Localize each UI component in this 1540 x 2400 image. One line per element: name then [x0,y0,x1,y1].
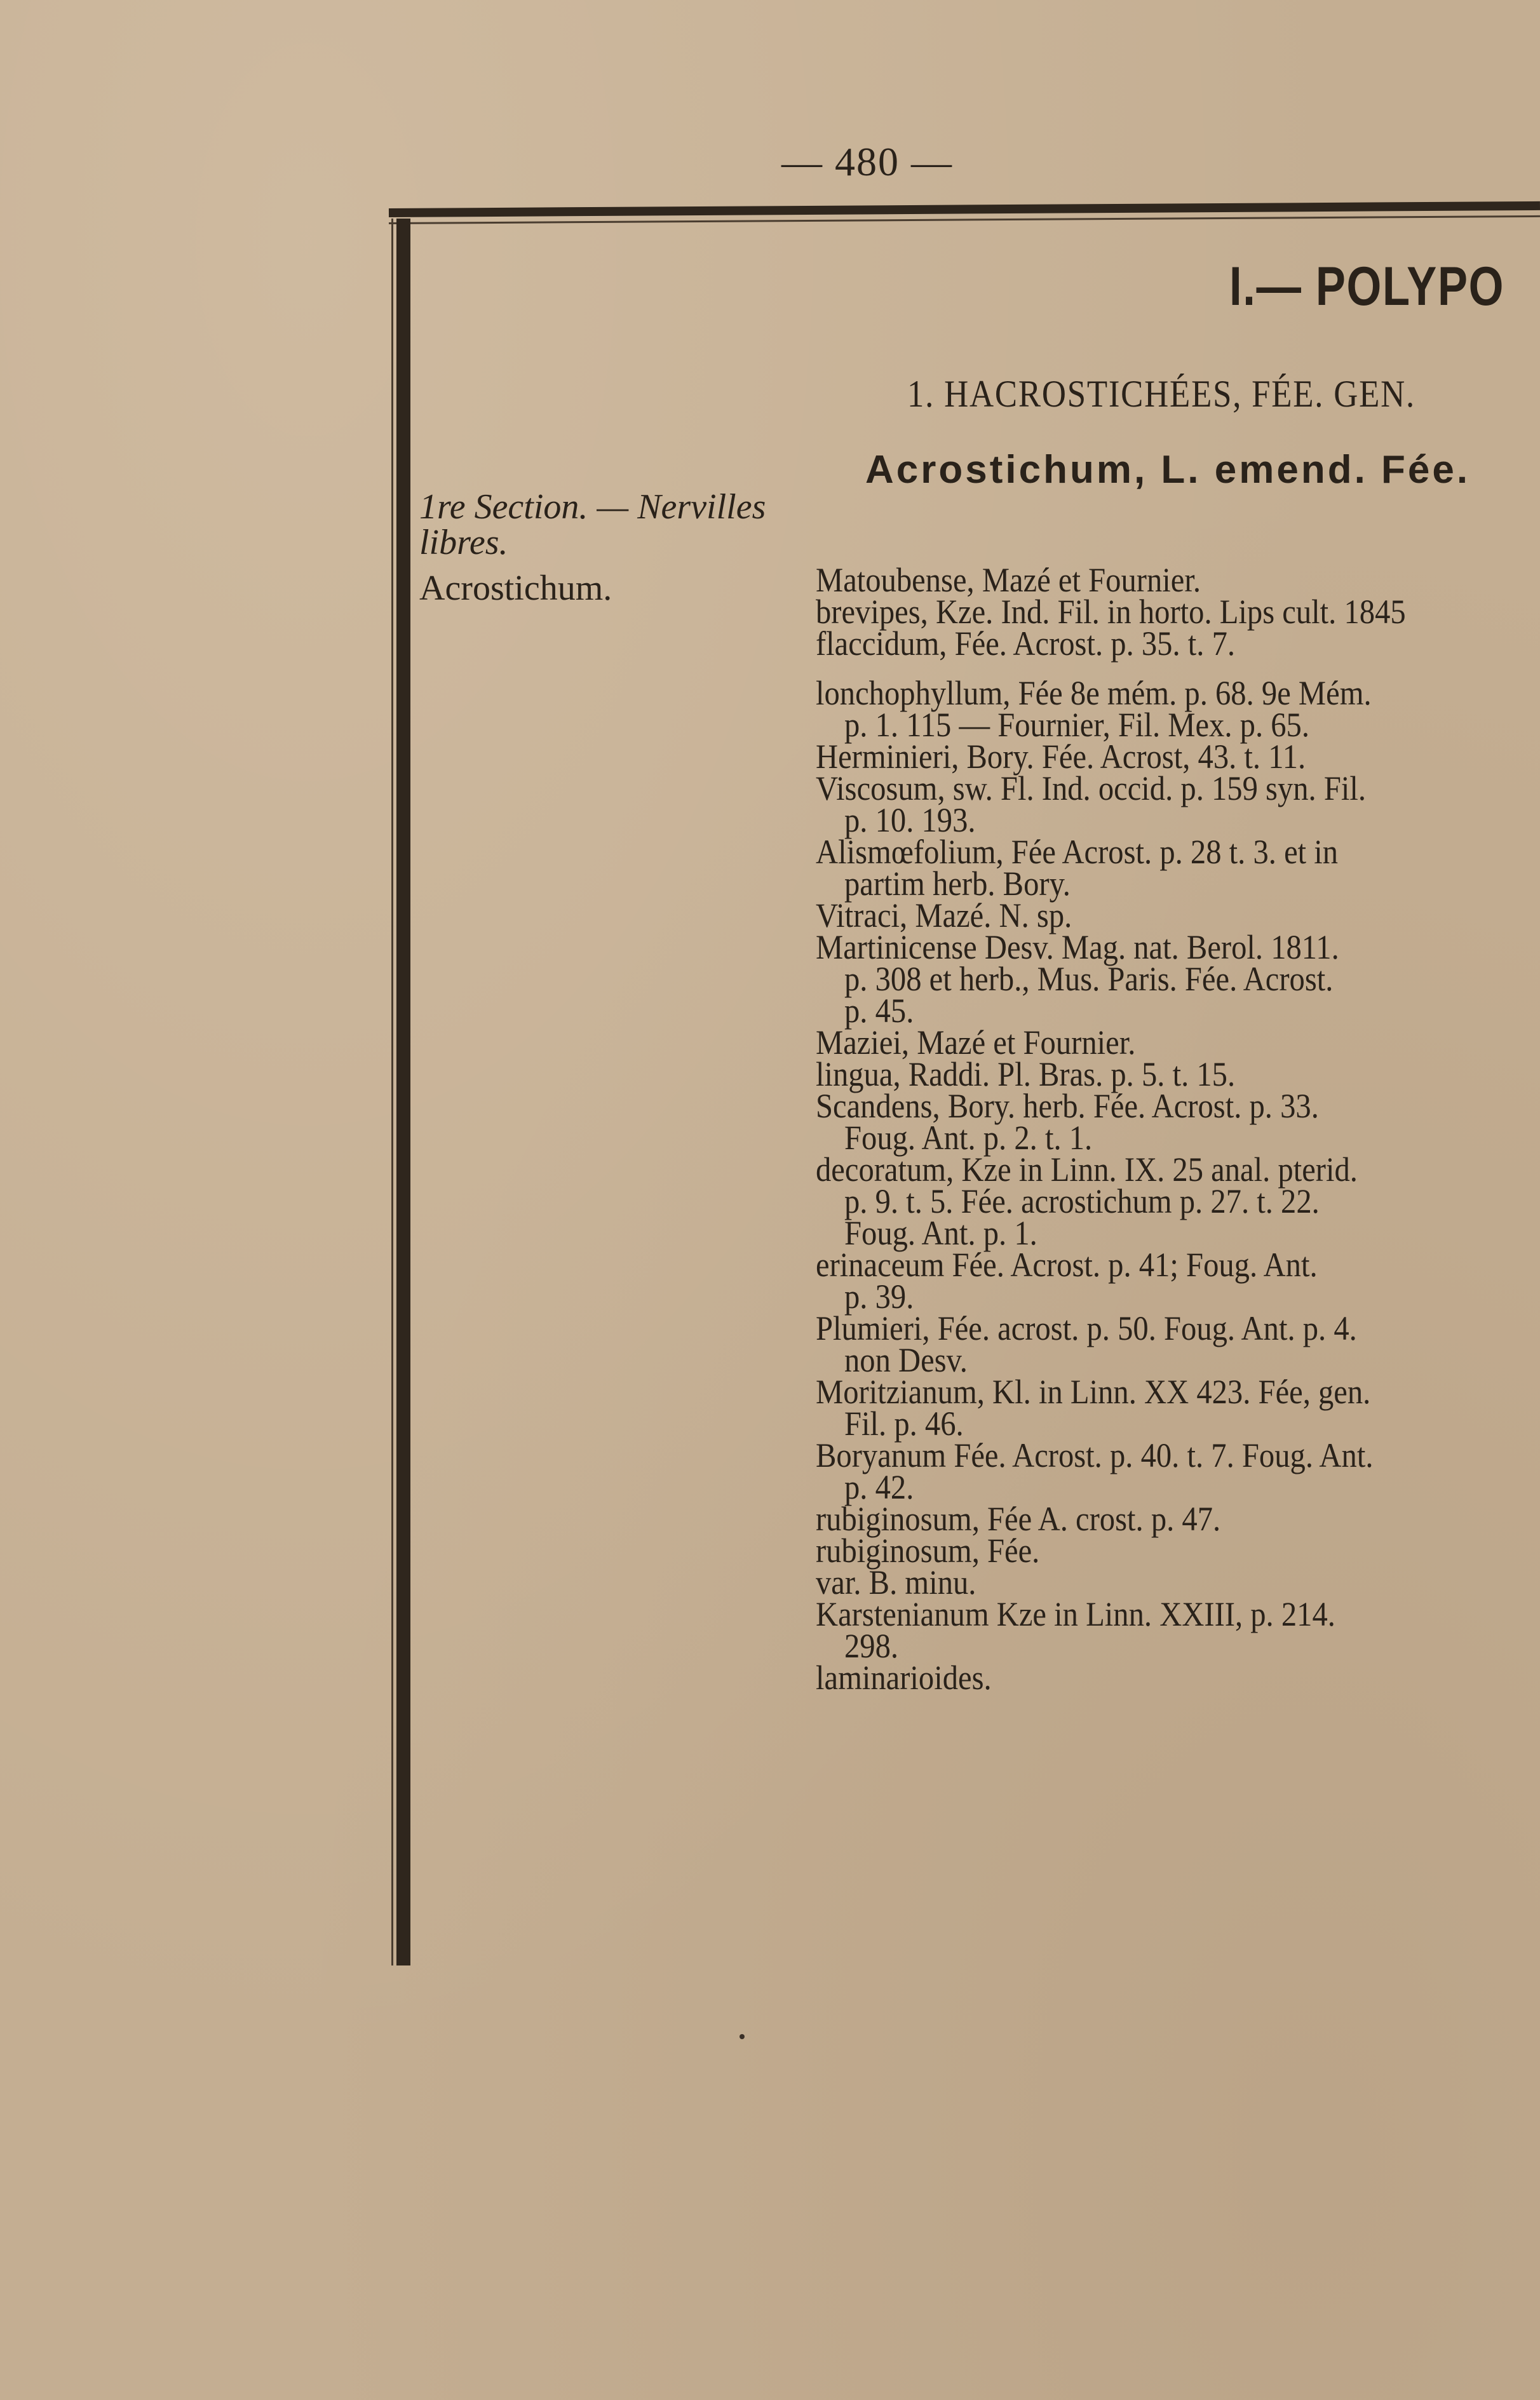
species-entry-continuation: Foug. Ant. p. 1. [844,1214,1037,1252]
species-entry-continuation: p. 10. 193. [844,801,976,839]
species-entry-continuation: non Desv. [844,1341,968,1379]
margin-note [419,489,766,606]
species-entry: erinaceum Fée. Acrost. p. 41; Foug. Ant. [816,1246,1318,1284]
species-entry: Maziei, Mazé et Fournier. [816,1023,1136,1062]
species-entry: Plumieri, Fée. acrost. p. 50. Foug. Ant. p. 4. [816,1309,1357,1347]
species-entry: Karstenianum Kze in Linn. XXIII, p. 214. [816,1595,1335,1633]
chapter-heading: I.— POLYPO [1229,256,1505,317]
species-entry: Boryanum Fée. Acrost. p. 40. t. 7. Foug. Ant. [816,1436,1374,1474]
species-entry-continuation: p. 308 et herb., Mus. Paris. Fée. Acrost. [844,960,1334,998]
margin-genus: Acrostichum. [419,569,612,608]
top-rule [389,201,1540,217]
ink-speck [740,2034,745,2039]
left-rule-thin [391,219,393,1965]
left-rule [396,219,410,1965]
species-entry-continuation: Foug. Ant. p. 2. t. 1. [844,1119,1093,1157]
species-entry-continuation: partim herb. Bory. [844,865,1071,903]
species-entry: rubiginosum, Fée. [816,1532,1040,1570]
species-entry-continuation: p. 1. 115 — Fournier, Fil. Mex. p. 65. [844,706,1309,744]
species-entry: var. B. minu. [816,1563,976,1601]
species-entry-continuation: p. 9. t. 5. Fée. acrostichum p. 27. t. 22. [844,1182,1320,1220]
species-entry: decoratum, Kze in Linn. IX. 25 anal. pterid. [816,1150,1358,1189]
species-entry: lonchophyllum, Fée 8e mém. p. 68. 9e Mém. [816,674,1372,712]
top-rule-thin [389,215,1540,224]
species-entry: Viscosum, sw. Fl. Ind. occid. p. 159 syn. Fil. [816,769,1367,807]
species-entry-continuation: Fil. p. 46. [844,1405,964,1443]
species-entry-continuation: p. 45. [844,992,914,1030]
species-list [816,561,1527,1697]
species-entry: lingua, Raddi. Pl. Bras. p. 5. t. 15. [816,1055,1236,1093]
species-entry: Matoubense, Mazé et Fournier. [816,561,1201,599]
section-label: 1re Section. — Nervilles [419,487,766,527]
species-entry: Vitraci, Mazé. N. sp. [816,896,1072,934]
species-entry: rubiginosum, Fée A. crost. p. 47. [816,1500,1221,1538]
species-entry: Moritzianum, Kl. in Linn. XX 423. Fée, gen. [816,1373,1371,1411]
species-entry: flaccidum, Fée. Acrost. p. 35. t. 7. [816,624,1236,663]
group-heading: 1. HACROSTICHÉES, FÉE. GEN. [907,373,1415,415]
genus-heading: Acrostichum, L. emend. Fée. [865,448,1471,492]
species-entry-continuation: p. 42. [844,1468,914,1506]
species-entry: Scandens, Bory. herb. Fée. Acrost. p. 33. [816,1087,1319,1125]
species-entry: Alismœfolium, Fée Acrost. p. 28 t. 3. et in [816,833,1339,871]
page-number: — 480 — [781,139,953,184]
species-entry-continuation: 298. [844,1627,899,1665]
species-entry-continuation: p. 39. [844,1278,914,1316]
species-entry: brevipes, Kze. Ind. Fil. in horto. Lips cult. 1845 [816,593,1406,631]
species-entry: Herminieri, Bory. Fée. Acrost, 43. t. 11. [816,738,1306,776]
species-entry: Martinicense Desv. Mag. nat. Berol. 1811. [816,928,1339,966]
section-label-cont: libres. [419,523,508,562]
species-entry: laminarioides. [816,1659,992,1697]
